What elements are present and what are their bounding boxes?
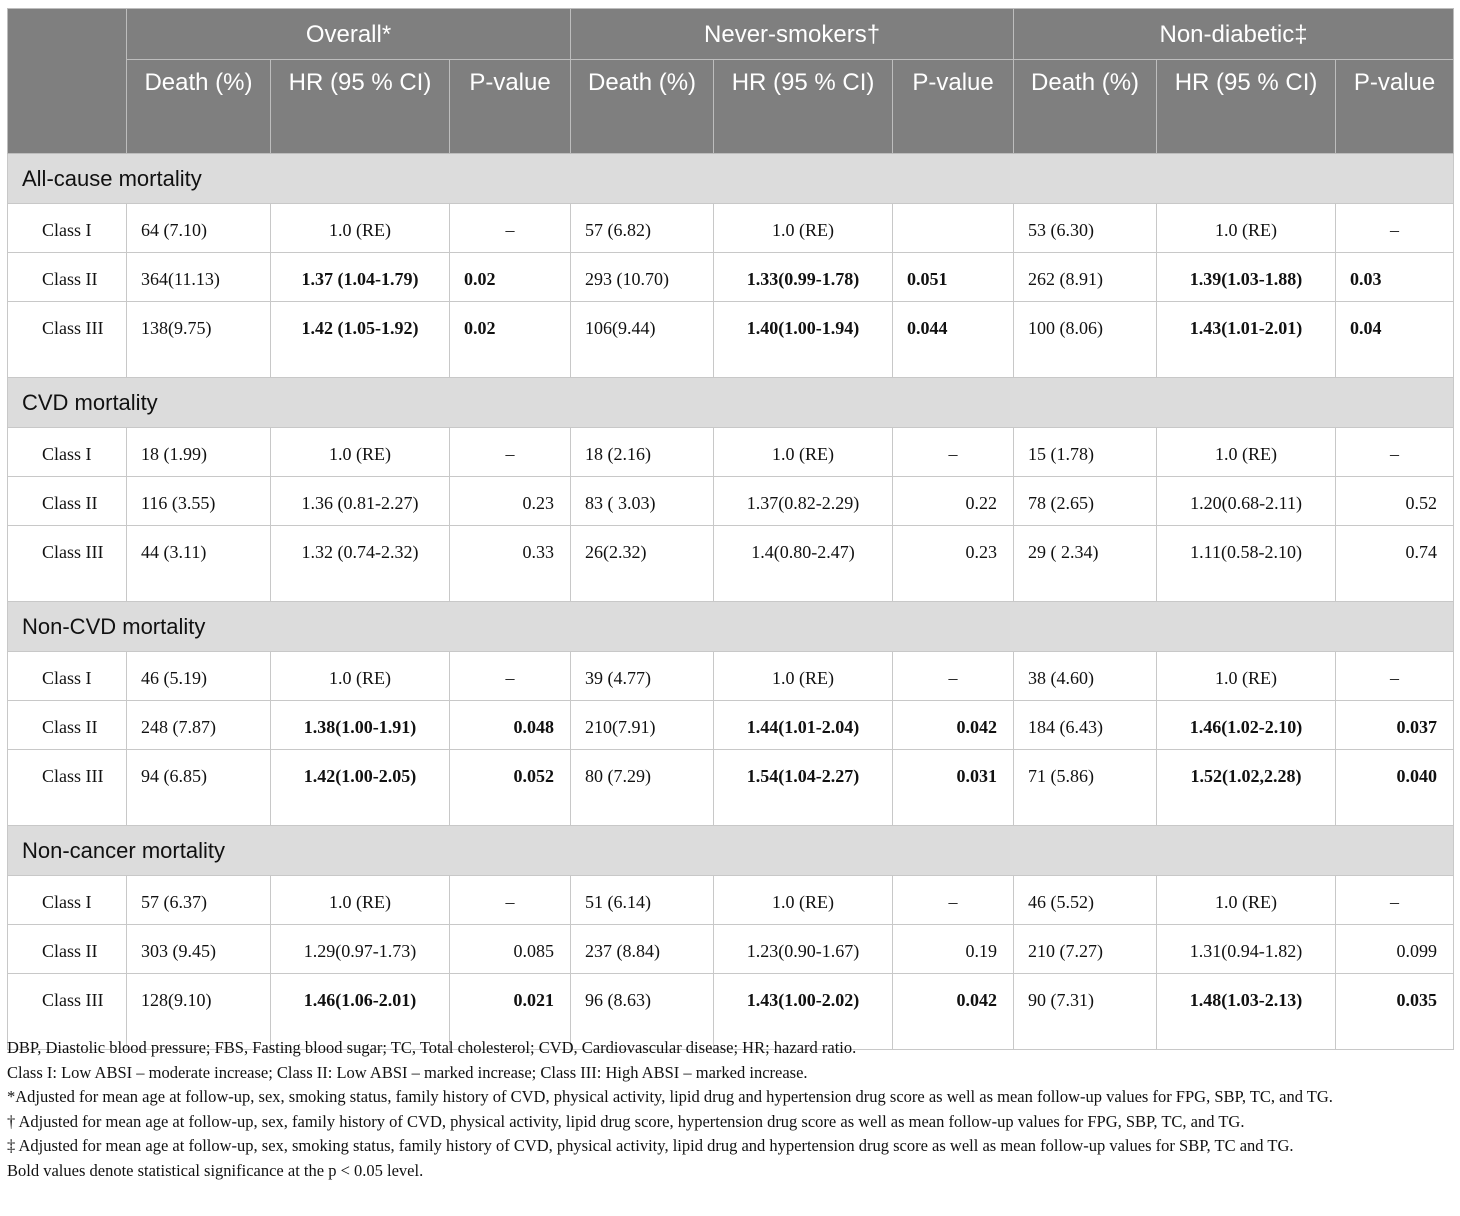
subheader-hr: HR (95 % CI): [271, 60, 450, 154]
row-label: Class III: [8, 526, 127, 602]
p-value-cell: 0.02: [450, 302, 571, 378]
hr-cell: 1.48(1.03-2.13): [1157, 974, 1336, 1050]
p-value-cell: 0.051: [893, 253, 1014, 302]
hr-cell: 1.0 (RE): [271, 876, 450, 925]
p-value-cell: –: [1336, 428, 1454, 477]
death-cell: 248 (7.87): [127, 701, 271, 750]
table-row: [8, 750, 1454, 826]
hr-cell: 1.31(0.94-1.82): [1157, 925, 1336, 974]
p-value-cell: –: [893, 652, 1014, 701]
death-cell: 210(7.91): [571, 701, 714, 750]
death-cell: 51 (6.14): [571, 876, 714, 925]
death-cell: 57 (6.82): [571, 204, 714, 253]
death-cell: 44 (3.11): [127, 526, 271, 602]
death-cell: 303 (9.45): [127, 925, 271, 974]
table-row: [8, 302, 1454, 378]
death-cell: 39 (4.77): [571, 652, 714, 701]
death-cell: 26(2.32): [571, 526, 714, 602]
footnote-line: ‡ Adjusted for mean age at follow-up, sex, smoking status, family history of CVD, physical activity, lipid drug and hypertension drug score as well as mean follow-up values for SBP, TC and TG.: [7, 1136, 1294, 1155]
p-value-cell: 0.52: [1336, 477, 1454, 526]
hr-cell: 1.0 (RE): [271, 652, 450, 701]
subheader-death: Death (%): [571, 60, 714, 154]
p-value-cell: 0.048: [450, 701, 571, 750]
subheader-p-value: P-value: [893, 60, 1014, 154]
section-title: Non-CVD mortality: [8, 602, 1454, 652]
p-value-cell: –: [450, 204, 571, 253]
death-cell: 116 (3.55): [127, 477, 271, 526]
hr-cell: 1.40(1.00-1.94): [714, 302, 893, 378]
p-value-cell: 0.02: [450, 253, 571, 302]
p-value-cell: 0.031: [893, 750, 1014, 826]
death-cell: 210 (7.27): [1014, 925, 1157, 974]
row-label: Class I: [8, 428, 127, 477]
row-label: Class II: [8, 925, 127, 974]
p-value-cell: 0.04: [1336, 302, 1454, 378]
p-value-cell: –: [450, 876, 571, 925]
p-value-cell: 0.044: [893, 302, 1014, 378]
hr-cell: 1.29(0.97-1.73): [271, 925, 450, 974]
death-cell: 80 (7.29): [571, 750, 714, 826]
death-cell: 64 (7.10): [127, 204, 271, 253]
subheader-death: Death (%): [127, 60, 271, 154]
hr-cell: 1.0 (RE): [714, 876, 893, 925]
death-cell: 100 (8.06): [1014, 302, 1157, 378]
death-cell: 364(11.13): [127, 253, 271, 302]
row-label: Class III: [8, 302, 127, 378]
subheader-hr: HR (95 % CI): [1157, 60, 1336, 154]
p-value-cell: 0.042: [893, 974, 1014, 1050]
table-row: [8, 253, 1454, 302]
group-header-overall: Overall*: [127, 9, 571, 60]
death-cell: 90 (7.31): [1014, 974, 1157, 1050]
row-label: Class II: [8, 477, 127, 526]
group-header-never-smokers: Never-smokers†: [571, 9, 1014, 60]
death-cell: 15 (1.78): [1014, 428, 1157, 477]
section-title: Non-cancer mortality: [8, 826, 1454, 876]
table-row: [8, 652, 1454, 701]
p-value-cell: –: [1336, 652, 1454, 701]
hr-cell: 1.4(0.80-2.47): [714, 526, 893, 602]
p-value-cell: 0.037: [1336, 701, 1454, 750]
hr-cell: 1.36 (0.81-2.27): [271, 477, 450, 526]
hr-cell: 1.42 (1.05-1.92): [271, 302, 450, 378]
p-value-cell: 0.74: [1336, 526, 1454, 602]
row-label: Class I: [8, 652, 127, 701]
hr-cell: 1.0 (RE): [714, 428, 893, 477]
section-title: All-cause mortality: [8, 154, 1454, 204]
group-header-row: [8, 9, 1454, 60]
p-value-cell: 0.19: [893, 925, 1014, 974]
row-label: Class II: [8, 253, 127, 302]
death-cell: 18 (1.99): [127, 428, 271, 477]
table-row: [8, 876, 1454, 925]
mortality-hazard-table: [7, 8, 1454, 1050]
death-cell: 293 (10.70): [571, 253, 714, 302]
hr-cell: 1.39(1.03-1.88): [1157, 253, 1336, 302]
subheader-p-value: P-value: [1336, 60, 1454, 154]
row-label: Class III: [8, 750, 127, 826]
p-value-cell: –: [893, 428, 1014, 477]
hr-cell: 1.0 (RE): [271, 428, 450, 477]
corner-header-cell: [8, 9, 127, 154]
death-cell: 262 (8.91): [1014, 253, 1157, 302]
hr-cell: 1.0 (RE): [714, 204, 893, 253]
hr-cell: 1.52(1.02,2.28): [1157, 750, 1336, 826]
death-cell: 184 (6.43): [1014, 701, 1157, 750]
hr-cell: 1.54(1.04-2.27): [714, 750, 893, 826]
subcolumn-header-row: [8, 60, 1454, 154]
section-row: [8, 378, 1454, 428]
death-cell: 71 (5.86): [1014, 750, 1157, 826]
footnote-line: DBP, Diastolic blood pressure; FBS, Fasting blood sugar; TC, Total cholesterol; CVD, Cardiovascular disease; HR; hazard ratio.: [7, 1038, 857, 1057]
p-value-cell: –: [450, 652, 571, 701]
hr-cell: 1.0 (RE): [1157, 428, 1336, 477]
footnote-line: *Adjusted for mean age at follow-up, sex, smoking status, family history of CVD, physical activity, lipid drug and hypertension drug score as well as mean follow-up values for FPG, SBP, TC, and TG.: [7, 1087, 1333, 1106]
hr-cell: 1.23(0.90-1.67): [714, 925, 893, 974]
hr-cell: 1.33(0.99-1.78): [714, 253, 893, 302]
death-cell: 18 (2.16): [571, 428, 714, 477]
p-value-cell: –: [1336, 204, 1454, 253]
footnote-line: Class I: Low ABSI – moderate increase; Class II: Low ABSI – marked increase; Class III: High ABSI – marked increase.: [7, 1062, 808, 1082]
table-body: [8, 154, 1454, 1050]
hr-cell: 1.0 (RE): [1157, 876, 1336, 925]
death-cell: 46 (5.52): [1014, 876, 1157, 925]
row-label: Class I: [8, 876, 127, 925]
death-cell: 53 (6.30): [1014, 204, 1157, 253]
death-cell: 138(9.75): [127, 302, 271, 378]
p-value-cell: 0.052: [450, 750, 571, 826]
table-row: [8, 477, 1454, 526]
death-cell: 78 (2.65): [1014, 477, 1157, 526]
results-table-container: [7, 8, 1453, 1050]
death-cell: 57 (6.37): [127, 876, 271, 925]
section-title: CVD mortality: [8, 378, 1454, 428]
table-row: [8, 701, 1454, 750]
table-row: [8, 428, 1454, 477]
section-row: [8, 602, 1454, 652]
hr-cell: 1.46(1.02-2.10): [1157, 701, 1336, 750]
hr-cell: 1.32 (0.74-2.32): [271, 526, 450, 602]
hr-cell: 1.11(0.58-2.10): [1157, 526, 1336, 602]
death-cell: 237 (8.84): [571, 925, 714, 974]
death-cell: 83 ( 3.03): [571, 477, 714, 526]
death-cell: 38 (4.60): [1014, 652, 1157, 701]
hr-cell: 1.43(1.01-2.01): [1157, 302, 1336, 378]
row-label: Class I: [8, 204, 127, 253]
p-value-cell: 0.021: [450, 974, 571, 1050]
subheader-p-value: P-value: [450, 60, 571, 154]
p-value-cell: –: [1336, 876, 1454, 925]
p-value-cell: [893, 204, 1014, 253]
footnote-line: † Adjusted for mean age at follow-up, sex, family history of CVD, physical activity, lipid drug score, hypertension drug score as well as mean follow-up values for FPG, SBP, TC, and TG.: [7, 1111, 1245, 1131]
row-label: Class II: [8, 701, 127, 750]
subheader-hr: HR (95 % CI): [714, 60, 893, 154]
p-value-cell: –: [893, 876, 1014, 925]
death-cell: 128(9.10): [127, 974, 271, 1050]
hr-cell: 1.42(1.00-2.05): [271, 750, 450, 826]
table-row: [8, 204, 1454, 253]
hr-cell: 1.0 (RE): [1157, 204, 1336, 253]
p-value-cell: 0.040: [1336, 750, 1454, 826]
hr-cell: 1.43(1.00-2.02): [714, 974, 893, 1050]
hr-cell: 1.46(1.06-2.01): [271, 974, 450, 1050]
subheader-death: Death (%): [1014, 60, 1157, 154]
p-value-cell: 0.22: [893, 477, 1014, 526]
row-label: Class III: [8, 974, 127, 1050]
p-value-cell: 0.042: [893, 701, 1014, 750]
footnote-line: Bold values denote statistical significance at the p < 0.05 level.: [7, 1160, 424, 1180]
hr-cell: 1.0 (RE): [1157, 652, 1336, 701]
hr-cell: 1.37(0.82-2.29): [714, 477, 893, 526]
p-value-cell: 0.099: [1336, 925, 1454, 974]
table-footnotes: [7, 1036, 1457, 1183]
death-cell: 94 (6.85): [127, 750, 271, 826]
death-cell: 29 ( 2.34): [1014, 526, 1157, 602]
p-value-cell: 0.23: [450, 477, 571, 526]
hr-cell: 1.0 (RE): [714, 652, 893, 701]
p-value-cell: 0.33: [450, 526, 571, 602]
hr-cell: 1.37 (1.04-1.79): [271, 253, 450, 302]
table-row: [8, 526, 1454, 602]
death-cell: 96 (8.63): [571, 974, 714, 1050]
death-cell: 106(9.44): [571, 302, 714, 378]
hr-cell: 1.38(1.00-1.91): [271, 701, 450, 750]
hr-cell: 1.0 (RE): [271, 204, 450, 253]
group-header-non-diabetic: Non-diabetic‡: [1014, 9, 1454, 60]
p-value-cell: 0.03: [1336, 253, 1454, 302]
section-row: [8, 826, 1454, 876]
hr-cell: 1.20(0.68-2.11): [1157, 477, 1336, 526]
p-value-cell: 0.085: [450, 925, 571, 974]
section-row: [8, 154, 1454, 204]
p-value-cell: 0.035: [1336, 974, 1454, 1050]
table-row: [8, 925, 1454, 974]
death-cell: 46 (5.19): [127, 652, 271, 701]
p-value-cell: 0.23: [893, 526, 1014, 602]
hr-cell: 1.44(1.01-2.04): [714, 701, 893, 750]
p-value-cell: –: [450, 428, 571, 477]
